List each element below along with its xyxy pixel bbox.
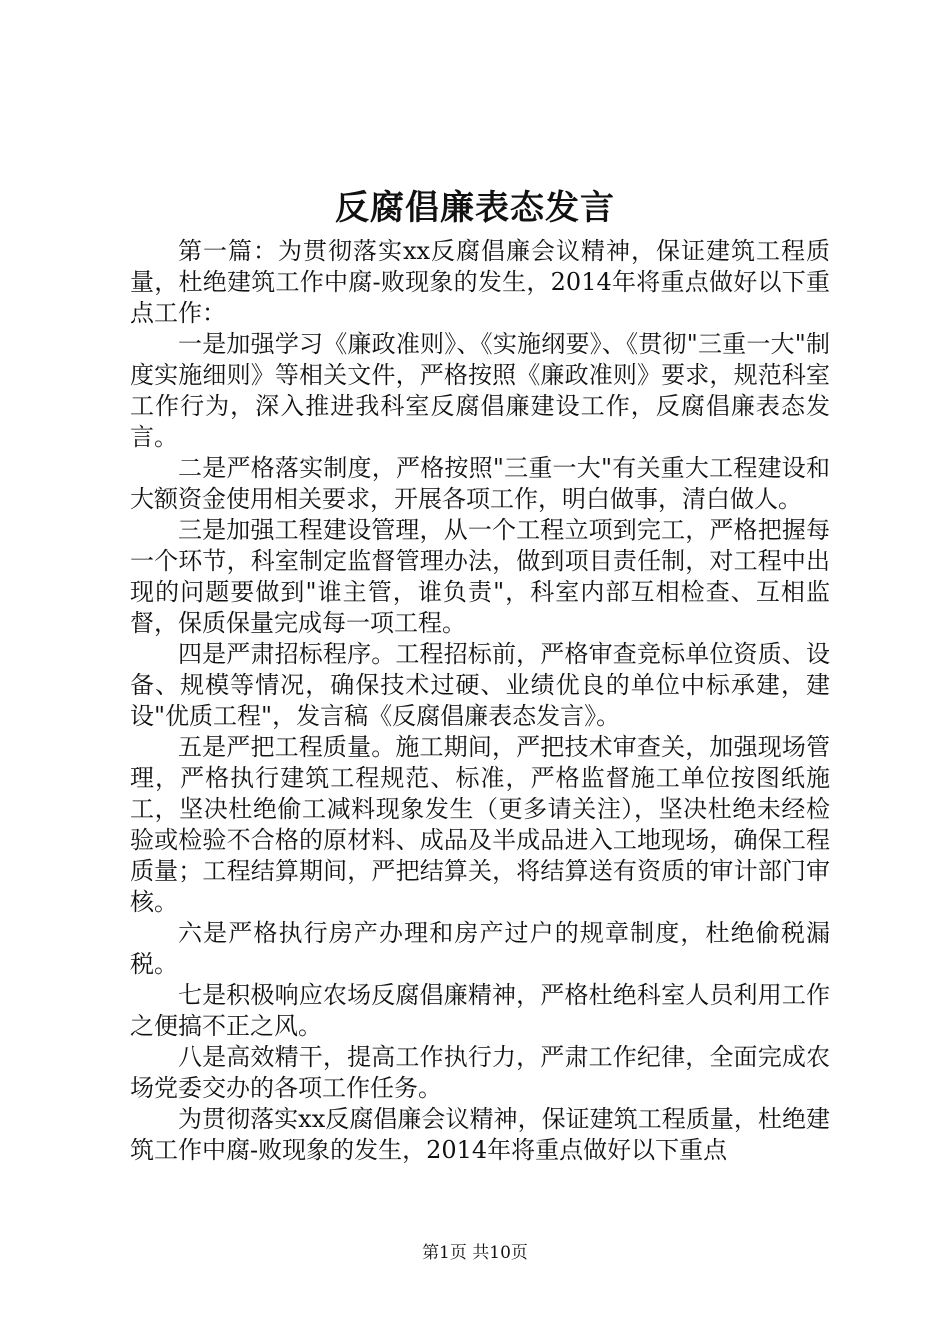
paragraph-1: 第一篇：为贯彻落实xx反腐倡廉会议精神，保证建筑工程质量，杜绝建筑工作中腐-败现象的发生，2014年将重点做好以下重点工作： — [130, 237, 830, 327]
page-footer: 第1页 共10页 — [422, 1243, 528, 1263]
paragraph-7: 六是严格执行房产办理和房产过户的规章制度，杜绝偷税漏税。 — [130, 919, 830, 978]
paragraph-6: 五是严把工程质量。施工期间，严把技术审查关，加强现场管理，严格执行建筑工程规范、标准，严格监督施工单位按图纸施工，坚决杜绝偷工减料现象发生（更多请关注），坚决杜绝未经检验或检验不合格的原材料、成品及半成品进入工地现场，确保工程质量；工程结算期间，严把结算关，将结算送有资质的审计部门审核。 — [130, 733, 830, 916]
paragraph-2: 一是加强学习《廉政准则》、《实施纲要》、《贯彻"三重一大"制度实施细则》等相关文件，严格按照《廉政准则》要求，规范科室工作行为，深入推进我科室反腐倡廉建设工作，反腐倡廉表态发言。 — [130, 330, 830, 451]
paragraph-4: 三是加强工程建设管理，从一个工程立项到完工，严格把握每一个环节，科室制定监督管理办法，做到项目责任制，对工程中出现的问题要做到"谁主管，谁负责"，科室内部互相检查、互相监督，保质保量完成每一项工程。 — [130, 516, 830, 637]
document-title: 反腐倡廉表态发言 — [335, 188, 615, 228]
paragraph-9: 八是高效精干，提高工作执行力，严肃工作纪律，全面完成农场党委交办的各项工作任务。 — [130, 1043, 830, 1102]
paragraph-5: 四是严肃招标程序。工程招标前，严格审查竞标单位资质、设备、规模等情况，确保技术过硬、业绩优良的单位中标承建，建设"优质工程"，发言稿《反腐倡廉表态发言》。 — [130, 640, 830, 730]
paragraph-10: 为贯彻落实xx反腐倡廉会议精神，保证建筑工程质量，杜绝建筑工作中腐-败现象的发生，2014年将重点做好以下重点 — [130, 1105, 830, 1164]
paragraph-3: 二是严格落实制度，严格按照"三重一大"有关重大工程建设和大额资金使用相关要求，开展各项工作，明白做事，清白做人。 — [130, 454, 830, 513]
document-body — [130, 236, 830, 1166]
paragraph-8: 七是积极响应农场反腐倡廉精神，严格杜绝科室人员利用工作之便搞不正之风。 — [130, 981, 830, 1040]
